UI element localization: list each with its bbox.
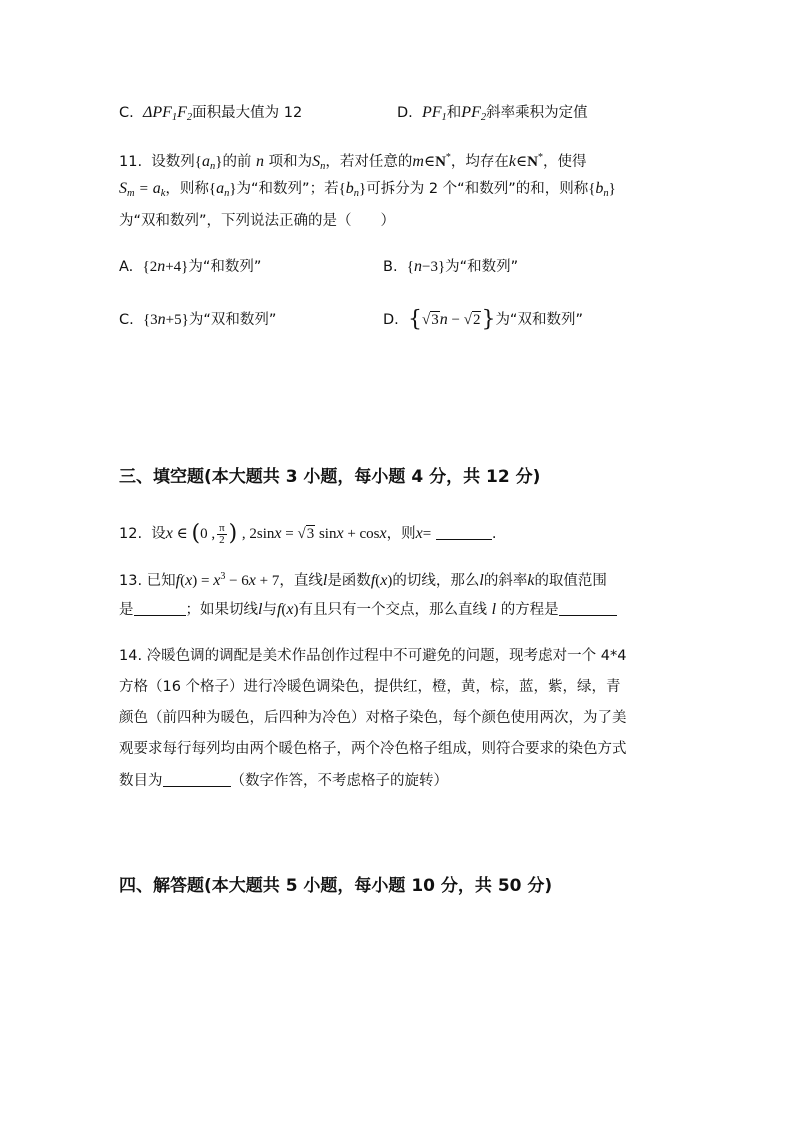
triangle-pf1f2-formula: $\Delta PF_1F_2$ [142, 104, 193, 123]
q13-line-2: 是 ；如果切线l与f(x)有且只有一个交点，那么直线 l 的方程是 [119, 599, 617, 620]
seq-2n-plus-4-formula: {2n+4} [142, 258, 189, 275]
m-in-n-formula: m [412, 153, 424, 170]
q13-slope-blank[interactable] [134, 599, 186, 616]
q14-line-1: 14. 冷暖色调的调配是美术作品创作过程中不可避免的问题，现考虑对一个 4*4 [119, 648, 627, 664]
q14-answer-blank[interactable] [163, 770, 231, 787]
q13-line-1: 13. 已知$f(x) = x^3 - 6x + 7$，直线l是函数f(x)的切线，那么l的斜率k的取值范围 [119, 571, 607, 589]
q11-option-b: B. {n−3}为“和数列” [383, 258, 519, 275]
q14-line-5: 数目为 （数字作答，不考虑格子的旋转） [119, 770, 448, 791]
q10-option-c: C. $\Delta PF_1F_2$面积最大值为 12 [119, 104, 303, 123]
l-formula: l [322, 572, 328, 589]
seq-sqrt3n-minus-sqrt2-formula: {√3n − √2} [408, 307, 496, 332]
n-formula: n [256, 153, 265, 170]
sin-equation-formula: , 2sinx = √3 sinx + cosx [241, 525, 387, 542]
q14-line-4: 观要求每行每列均由两个暖色格子，两个冷色格子组成，则符合要求的染色方式 [119, 741, 627, 757]
q14-line-2: 方格（16 个格子）进行冷暖色调染色，提供红，橙，黄，棕，蓝，紫，绿，青 [119, 679, 621, 695]
q14-line-3: 颜色（前四种为暖色，后四种为冷色）对格子染色，每个颜色使用两次，为了美 [119, 710, 627, 726]
q11-option-a: A. {2n+4}为“和数列” [119, 258, 262, 275]
q12-answer-blank[interactable] [436, 523, 492, 540]
q11-line-2: $S_m = a_k$，则称$\{a_n\}$为“和数列”；若$\{b_n\}$可拆分为 2 个“和数列”的和，则称$\{b_n\}$ [119, 180, 616, 199]
x-formula: x [415, 525, 423, 542]
fx-formula: f(x) [370, 572, 393, 589]
sn-formula: $S_n$ [312, 153, 326, 172]
section-4-heading: 四、解答题(本大题共 5 小题，每小题 10 分，共 50 分) [119, 876, 553, 896]
seq-bn-formula: $\{b_n\}$ [338, 180, 367, 199]
fx-definition-formula: $f(x) = x^3 - 6x + 7$ [175, 571, 280, 589]
q10-option-d: D. $PF_1$和$PF_2$斜率乘积为定值 [397, 104, 588, 123]
pf1-formula: $PF_1$ [422, 104, 447, 123]
l-formula: l [491, 601, 497, 618]
k-in-n-formula: k [508, 153, 517, 170]
k-formula: k [527, 572, 535, 589]
q13-line-equation-blank[interactable] [559, 599, 617, 616]
x-interval-formula: x ∈ (0 , $\frac{\pi}{2}$ ) [165, 521, 238, 547]
seq-n-minus-3-formula: {n−3} [406, 258, 446, 275]
q11-option-c: C. {3n+5}为“双和数列” [119, 311, 277, 328]
pf2-formula: $PF_2$ [461, 104, 487, 123]
l-formula: l [258, 601, 263, 618]
seq-an-formula: $\{a_n\}$ [194, 153, 223, 172]
seq-3n-plus-5-formula: {3n+5} [142, 311, 189, 328]
q11-line-3: 为“双和数列”，下列说法正确的是（ ） [119, 213, 396, 229]
q11-option-d: D. {√3n − √2}为“双和数列” [383, 307, 583, 332]
l-formula: l [479, 572, 484, 589]
sm-eq-ak-formula: $S_m = a_k$ [119, 180, 166, 199]
fx-formula: f(x) [276, 601, 299, 618]
section-3-heading: 三、填空题(本大题共 3 小题，每小题 4 分，共 12 分) [119, 467, 541, 487]
q12: 12. 设x ∈ (0 , $\frac{\pi}{2}$ ) , 2sinx = √3 sinx + cosx，则x= . [119, 521, 497, 547]
q11-line-1: 11. 设数列$\{a_n\}$的前 n 项和为$S_n$，若对任意的m∈N*，均存在k∈N*，使得 [119, 152, 587, 172]
